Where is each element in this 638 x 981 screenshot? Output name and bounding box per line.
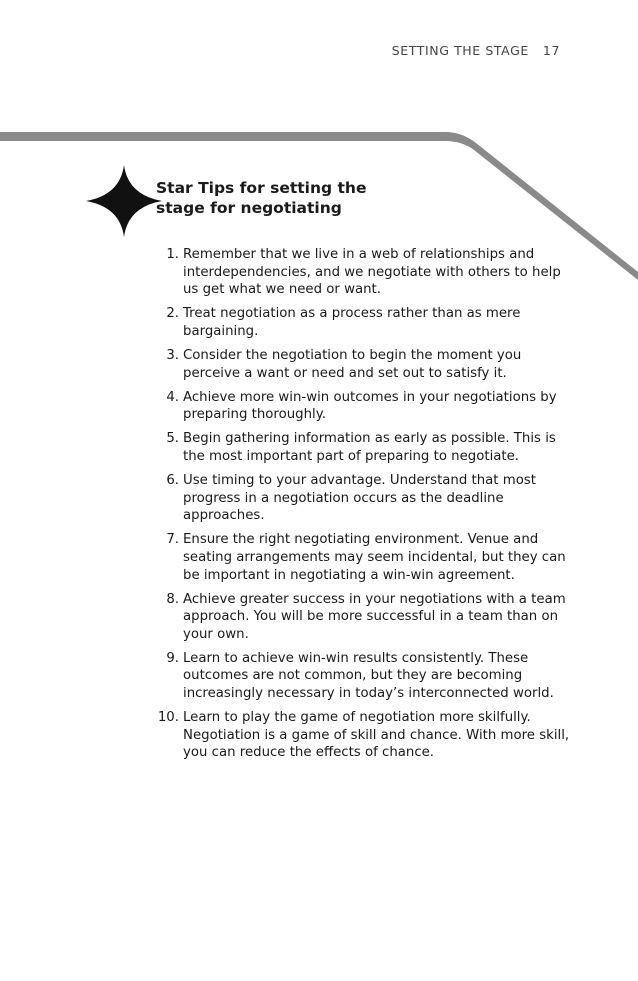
box-title-line-1: Star Tips for setting the <box>156 179 367 197</box>
running-head-section: SETTING THE STAGE <box>391 43 529 58</box>
box-title-line-2: stage for negotiating <box>156 199 342 217</box>
list-item <box>150 430 580 465</box>
list-item <box>150 650 580 703</box>
list-item-number: 3. <box>166 347 179 363</box>
list-item-number: 6. <box>166 473 179 489</box>
list-item-number: 4. <box>166 389 179 405</box>
list-item-number: 8. <box>166 591 179 607</box>
list-item <box>150 305 580 340</box>
list-item <box>150 709 580 762</box>
list-item-text: Remember that we live in a web of relationships and interdependencies, and we negotiate with others to help us get what we need or want. <box>183 247 561 298</box>
list-item-number: 10. <box>157 710 179 726</box>
list-item <box>150 531 580 584</box>
list-item-text: Achieve greater success in your negotiations with a team approach. You will be more successful in a team than on your own. <box>183 591 566 642</box>
list-item-text: Begin gathering information as early as possible. This is the most important part of preparing to negotiate. <box>183 431 556 464</box>
page-number: 17 <box>542 43 560 58</box>
list-item <box>150 591 580 644</box>
four-point-star-icon <box>86 165 162 237</box>
list-item-text: Achieve more win-win outcomes in your negotiations by preparing thoroughly. <box>183 389 557 423</box>
list-item-text: Ensure the right negotiating environment. Venue and seating arrangements may seem incidental, but they can be important in negotiating a win-win agreement. <box>183 532 566 583</box>
list-item-text: Treat negotiation as a process rather than as mere bargaining. <box>183 306 521 339</box>
list-item-number: 2. <box>166 306 179 322</box>
list-item <box>150 472 580 525</box>
list-item-number: 5. <box>166 431 179 447</box>
list-item <box>150 347 580 382</box>
list-item-text: Learn to achieve win-win results consistently. These outcomes are not common, but they are becoming increasingly necessary in today’s interconnected world. <box>183 650 554 702</box>
list-item-text: Learn to play the game of negotiation more skilfully. Negotiation is a game of skill and chance. With more skill, you can reduce the effects of chance. <box>183 710 570 761</box>
list-item-number: 7. <box>166 532 179 548</box>
list-item-text: Consider the negotiation to begin the moment you perceive a want or need and set out to satisfy it. <box>183 347 522 381</box>
list-item <box>150 246 580 299</box>
running-head <box>392 43 560 58</box>
list-item-number: 9. <box>166 650 179 666</box>
list-item-text: Use timing to your advantage. Understand that most progress in a negotiation occurs as the deadline approaches. <box>183 473 536 524</box>
list-item-number: 1. <box>166 247 179 262</box>
list-item <box>150 389 580 424</box>
tips-list <box>150 246 580 768</box>
box-title <box>156 178 416 218</box>
